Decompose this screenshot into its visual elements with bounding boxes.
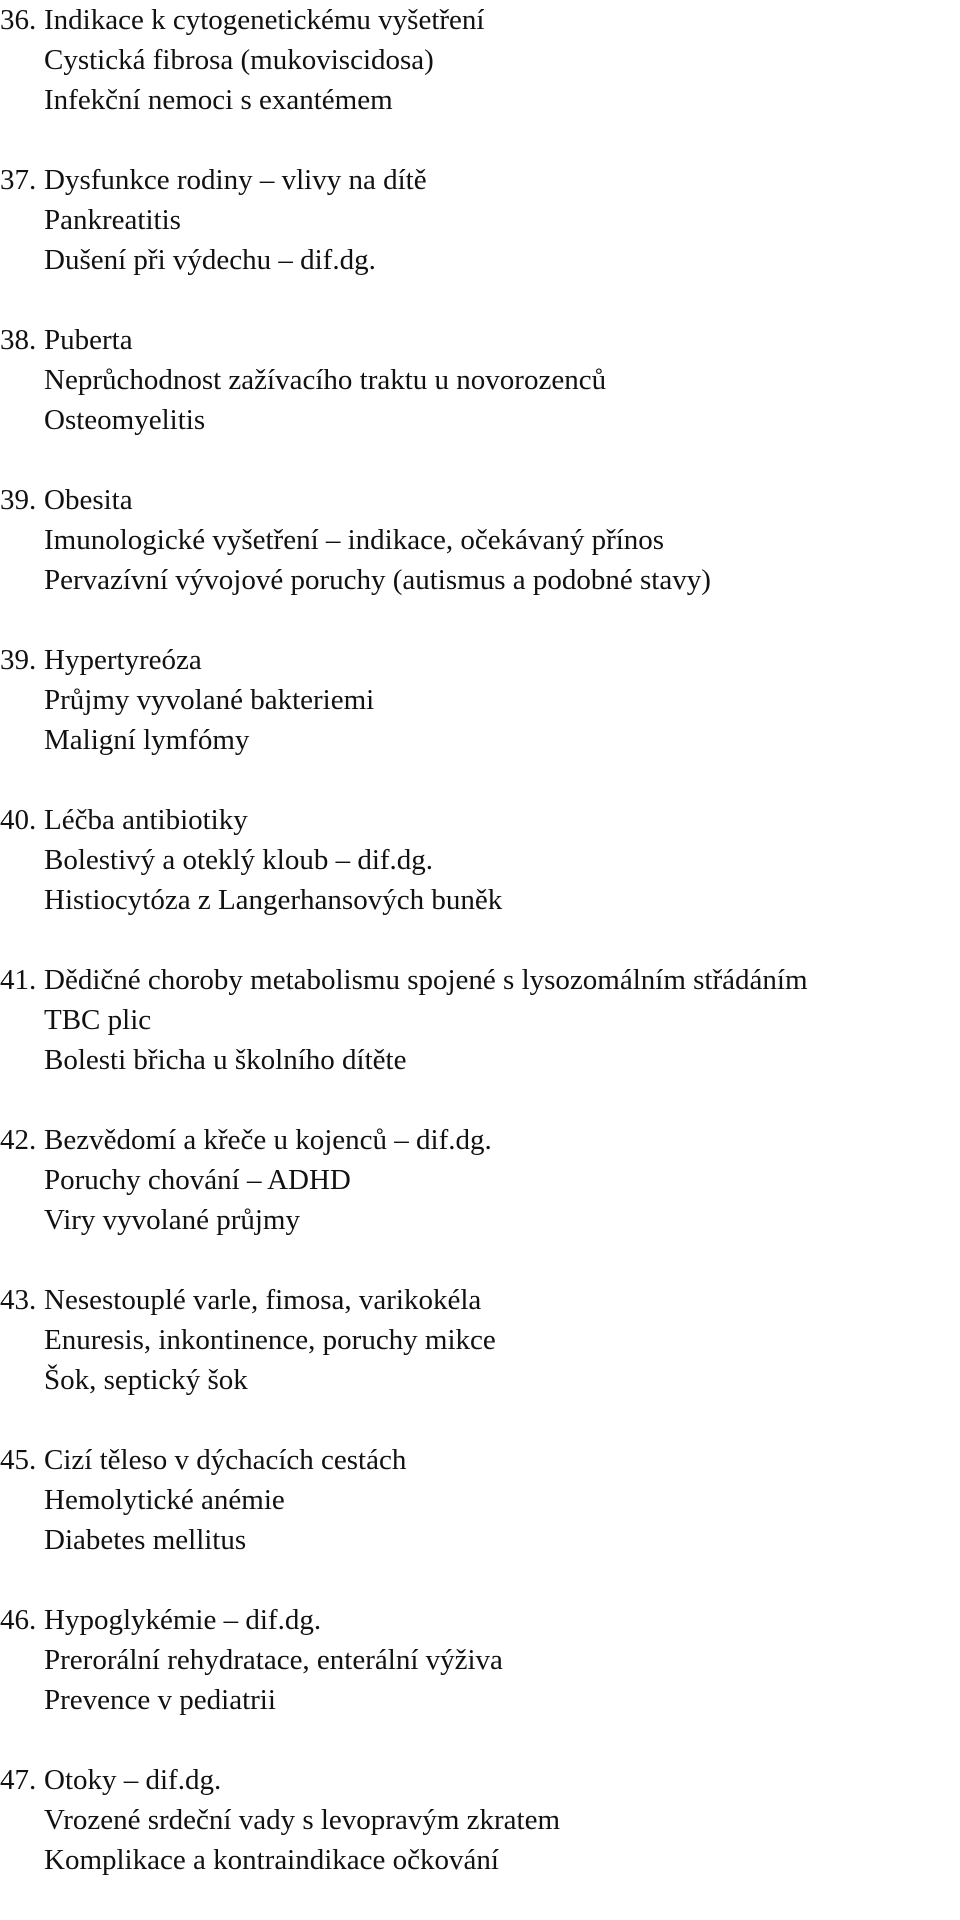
topic-line xyxy=(0,1680,960,1720)
topic-line xyxy=(0,1600,960,1640)
topic-line xyxy=(0,320,960,360)
topic-line xyxy=(0,1160,960,1200)
topic-line xyxy=(0,1840,960,1880)
topic-line xyxy=(0,1040,960,1080)
topic-line xyxy=(0,400,960,440)
topic-text: Infekční nemoci s exantémem xyxy=(44,84,393,116)
topic-text: Neprůchodnost zažívacího traktu u novorozenců xyxy=(44,364,607,396)
topic-number: 40. xyxy=(0,804,37,836)
topic-text: Poruchy chování – ADHD xyxy=(44,1164,351,1196)
topic-text: Dysfunkce rodiny – vlivy na dítě xyxy=(44,164,427,196)
topic-line xyxy=(0,800,960,840)
topic-line xyxy=(0,520,960,560)
topic-group-36 xyxy=(0,0,960,120)
topic-group-37 xyxy=(0,160,960,280)
topic-text: Léčba antibiotiky xyxy=(44,804,248,836)
topic-line xyxy=(0,1200,960,1240)
topic-text: Dušení při výdechu – dif.dg. xyxy=(44,244,376,276)
topic-text: TBC plic xyxy=(44,1004,152,1036)
topic-line xyxy=(0,0,960,40)
topic-line xyxy=(0,1800,960,1840)
topic-text: Bolesti břicha u školního dítěte xyxy=(44,1044,407,1076)
topic-text: Šok, septický šok xyxy=(44,1364,248,1396)
topic-text: Cystická fibrosa (mukoviscidosa) xyxy=(44,44,434,76)
topic-line xyxy=(0,1640,960,1680)
topic-line xyxy=(0,1320,960,1360)
topic-line xyxy=(0,1280,960,1320)
topic-text: Prevence v pediatrii xyxy=(44,1684,276,1716)
topic-text: Komplikace a kontraindikace očkování xyxy=(44,1844,499,1876)
topic-line xyxy=(0,160,960,200)
topic-number: 43. xyxy=(0,1284,37,1316)
topic-group-45 xyxy=(0,1440,960,1560)
topic-group-39a xyxy=(0,480,960,600)
topic-line xyxy=(0,840,960,880)
topic-text: Hypoglykémie – dif.dg. xyxy=(44,1604,322,1636)
topic-text: Nesestouplé varle, fimosa, varikokéla xyxy=(44,1284,482,1316)
topic-line xyxy=(0,240,960,280)
topic-text: Prerorální rehydratace, enterální výživa xyxy=(44,1644,503,1676)
topic-group-39b xyxy=(0,640,960,760)
topic-text: Osteomyelitis xyxy=(44,404,206,436)
topic-line xyxy=(0,640,960,680)
topic-line xyxy=(0,480,960,520)
topic-text: Hypertyreóza xyxy=(44,644,202,676)
topic-line xyxy=(0,1440,960,1480)
topic-text: Dědičné choroby metabolismu spojené s lysozomálním střádáním xyxy=(44,964,808,996)
topic-line xyxy=(0,1520,960,1560)
topic-text: Enuresis, inkontinence, poruchy mikce xyxy=(44,1324,496,1356)
topic-group-42 xyxy=(0,1120,960,1240)
topic-text: Průjmy vyvolané bakteriemi xyxy=(44,684,375,716)
topic-text: Histiocytóza z Langerhansových buněk xyxy=(44,884,503,916)
topic-text: Viry vyvolané průjmy xyxy=(44,1204,300,1236)
topic-text: Indikace k cytogenetickému vyšetření xyxy=(44,4,485,36)
topic-group-41 xyxy=(0,960,960,1080)
topic-group-40 xyxy=(0,800,960,920)
topic-line xyxy=(0,560,960,600)
topic-text: Diabetes mellitus xyxy=(44,1524,247,1556)
topic-number: 45. xyxy=(0,1444,37,1476)
topic-number: 37. xyxy=(0,164,37,196)
topic-number: 39. xyxy=(0,484,37,516)
topic-line xyxy=(0,360,960,400)
topic-line xyxy=(0,80,960,120)
topic-number: 46. xyxy=(0,1604,37,1636)
topic-text: Hemolytické anémie xyxy=(44,1484,285,1516)
topic-line xyxy=(0,720,960,760)
topic-line xyxy=(0,880,960,920)
topic-line xyxy=(0,680,960,720)
topic-text: Obesita xyxy=(44,484,133,516)
topic-text: Maligní lymfómy xyxy=(44,724,250,756)
topic-line xyxy=(0,1760,960,1800)
topic-line xyxy=(0,1360,960,1400)
topic-text: Imunologické vyšetření – indikace, očekávaný přínos xyxy=(44,524,665,556)
topic-text: Puberta xyxy=(44,324,133,356)
topic-number: 36. xyxy=(0,4,37,36)
topic-line xyxy=(0,1120,960,1160)
topic-text: Pervazívní vývojové poruchy (autismus a podobné stavy) xyxy=(44,564,711,596)
topic-text: Bolestivý a oteklý kloub – dif.dg. xyxy=(44,844,434,876)
topic-number: 42. xyxy=(0,1124,37,1156)
topic-line xyxy=(0,1480,960,1520)
topic-text: Bezvědomí a křeče u kojenců – dif.dg. xyxy=(44,1124,492,1156)
topic-group-47 xyxy=(0,1760,960,1880)
topic-text: Pankreatitis xyxy=(44,204,181,236)
topic-group-46 xyxy=(0,1600,960,1720)
topic-line xyxy=(0,40,960,80)
topic-group-38 xyxy=(0,320,960,440)
topic-line xyxy=(0,200,960,240)
topic-number: 47. xyxy=(0,1764,37,1796)
topic-text: Cizí těleso v dýchacích cestách xyxy=(44,1444,407,1476)
topic-number: 41. xyxy=(0,964,37,996)
topic-line xyxy=(0,960,960,1000)
topic-number: 38. xyxy=(0,324,37,356)
topic-text: Otoky – dif.dg. xyxy=(44,1764,222,1796)
topic-number: 39. xyxy=(0,644,37,676)
topic-group-43 xyxy=(0,1280,960,1400)
topic-line xyxy=(0,1000,960,1040)
topic-text: Vrozené srdeční vady s levopravým zkratem xyxy=(44,1804,561,1836)
